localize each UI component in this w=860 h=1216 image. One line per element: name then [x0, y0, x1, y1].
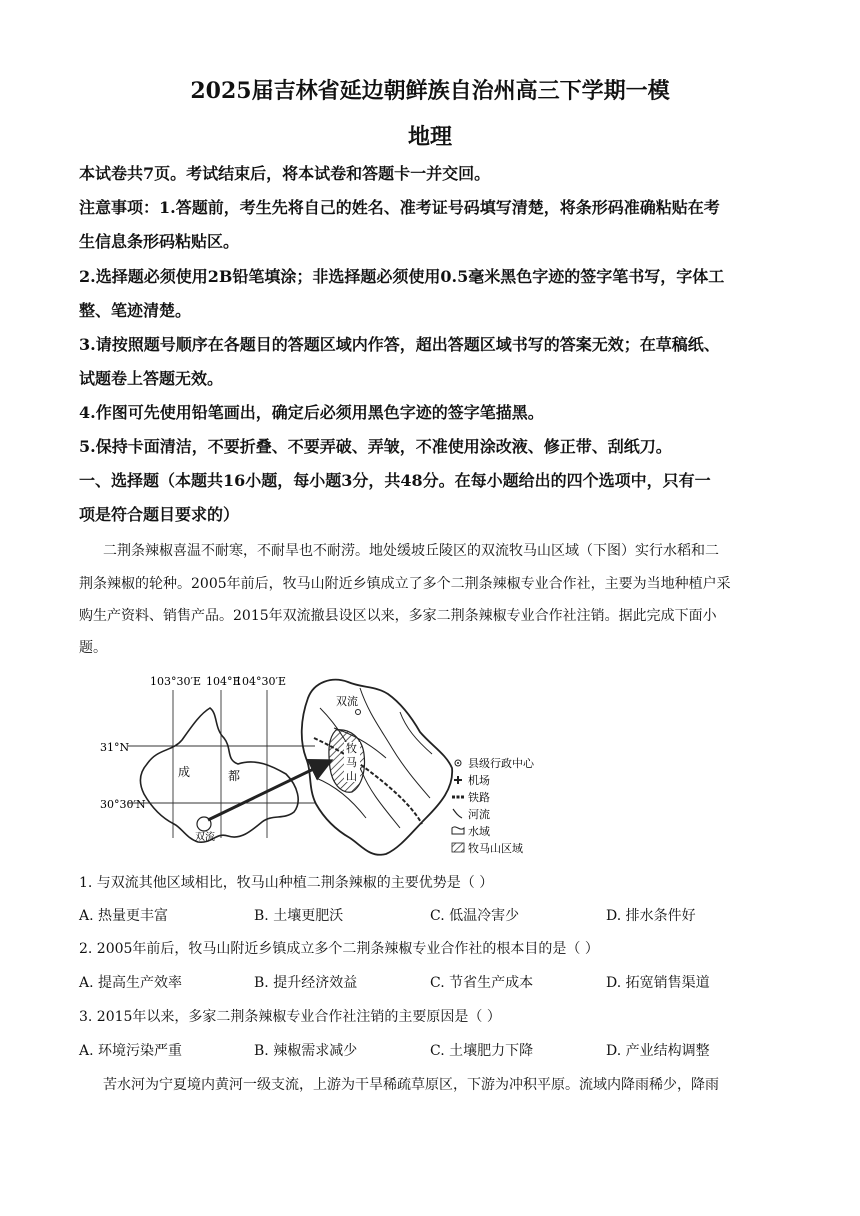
note-5: 5.保持卡面清洁，不要折叠、不要弄破、弄皱，不准使用涂改液、修正带、刮纸刀。: [79, 437, 672, 456]
map-legend: [452, 756, 535, 855]
longitude-label-2: 104°E: [206, 675, 241, 688]
subject-title: 地理: [407, 124, 452, 150]
q3-option-c[interactable]: C. 土壤肥力下降: [430, 1043, 534, 1059]
note-3-line-1: 3.请按照题号顺序在各题目的答题区域内作答，超出答题区域书写的答案无效；在草稿纸、: [79, 335, 720, 354]
shuangliu-label-district: 双流: [336, 695, 358, 708]
legend-mumashan: 牧马山区域: [468, 842, 523, 855]
q3-option-b[interactable]: B. 辣椒需求减少: [254, 1043, 358, 1059]
q2-option-a[interactable]: A. 提高生产效率: [79, 975, 183, 991]
shuangliu-district-outline: [302, 680, 452, 855]
q2-option-d[interactable]: D. 拓宽销售渠道: [606, 975, 710, 991]
question-3-stem: 3. 2015年以来，多家二荆条辣椒专业合作社注销的主要原因是（ ）: [79, 1009, 501, 1025]
chengdu-label-1: 成: [178, 765, 191, 779]
latitude-label-2: 30°30′N: [100, 798, 146, 811]
longitude-label-3: 104°30′E: [235, 675, 287, 688]
q1-option-c[interactable]: C. 低温冷害少: [430, 908, 520, 924]
q1-option-a[interactable]: A. 热量更丰富: [79, 908, 169, 924]
longitude-label-1: 103°30′E: [150, 675, 202, 688]
note-1-line-2: 生信息条形码粘贴区。: [79, 232, 240, 251]
airport-icon: [454, 776, 462, 784]
exam-title: 2025届吉林省延边朝鲜族自治州高三下学期一模: [190, 78, 670, 104]
note-3-line-2: 试题卷上答题无效。: [79, 369, 224, 388]
passage2-line-1: 苦水河为宁夏境内黄河一级支流，上游为干旱稀疏草原区，下游为冲积平原。流域内降雨稀少，降雨: [103, 1077, 719, 1093]
legend-railway: 铁路: [468, 791, 490, 804]
legend-county-center: 县级行政中心: [468, 757, 534, 770]
chengdu-label-2: 都: [228, 769, 241, 783]
instructions-intro: 本试卷共7页。考试结束后，将本试卷和答题卡一并交回。: [79, 164, 491, 183]
water-icon: [452, 827, 464, 834]
legend-airport: 机场: [468, 774, 490, 787]
chengdu-outline: [140, 708, 298, 842]
passage1-line-3: 购生产资料、销售产品。2015年双流撤县设区以来，多家二荆条辣椒专业合作社注销。据此完成下面小: [79, 608, 717, 624]
question-2-stem: 2. 2005年前后，牧马山附近乡镇成立多个二荆条辣椒专业合作社的根本目的是（ ）: [79, 941, 599, 957]
q3-option-a[interactable]: A. 环境污染严重: [79, 1043, 183, 1059]
river-icon: [453, 809, 462, 818]
q2-option-b[interactable]: B. 提升经济效益: [254, 975, 358, 991]
shuangliu-label-small: 双流: [195, 832, 215, 843]
q3-option-d[interactable]: D. 产业结构调整: [606, 1043, 710, 1059]
note-4: 4.作图可先使用铅笔画出，确定后必须用黑色字迹的签字笔描黑。: [79, 403, 544, 422]
county-center-marker: [356, 710, 361, 715]
mumashan-label-2: 马: [346, 756, 357, 769]
mumashan-label-1: 牧: [346, 742, 357, 755]
section-title-line-1: 一、选择题（本题共16小题，每小题3分，共48分。在每小题给出的四个选项中，只有一: [79, 471, 711, 490]
note-2-line-1: 2.选择题必须使用2B铅笔填涂；非选择题必须使用0.5毫米黑色字迹的签字笔书写，字体工: [79, 267, 725, 286]
legend-river: 河流: [468, 808, 490, 821]
q2-option-c[interactable]: C. 节省生产成本: [430, 975, 534, 991]
passage1-line-1: 二荆条辣椒喜温不耐寒，不耐旱也不耐涝。地处缓坡丘陵区的双流牧马山区域（下图）实行水稻和二: [103, 543, 719, 559]
section-title-line-2: 项是符合题目要求的）: [79, 505, 240, 524]
q1-option-d[interactable]: D. 排水条件好: [606, 908, 696, 924]
note-2-line-2: 整、笔迹清楚。: [79, 301, 192, 320]
q1-option-b[interactable]: B. 土壤更肥沃: [254, 908, 344, 924]
note-1-line-1: 注意事项：1.答题前，考生先将自己的姓名、准考证号码填写清楚，将条形码准确粘贴在考: [79, 198, 720, 217]
mumashan-region-icon: [452, 843, 464, 852]
passage1-line-4: 题。: [79, 640, 107, 656]
passage1-line-2: 荆条辣椒的轮种。2005年前后，牧马山附近乡镇成立了多个二荆条辣椒专业合作社，主要为当地种植户采: [79, 576, 731, 592]
mumashan-map-figure: [100, 668, 570, 862]
question-1-stem: 1. 与双流其他区域相比，牧马山种植二荆条辣椒的主要优势是（ ）: [79, 875, 494, 891]
legend-water: 水域: [468, 825, 490, 838]
latitude-label-1: 31°N: [100, 741, 130, 754]
mumashan-label-3: 山: [346, 770, 357, 783]
